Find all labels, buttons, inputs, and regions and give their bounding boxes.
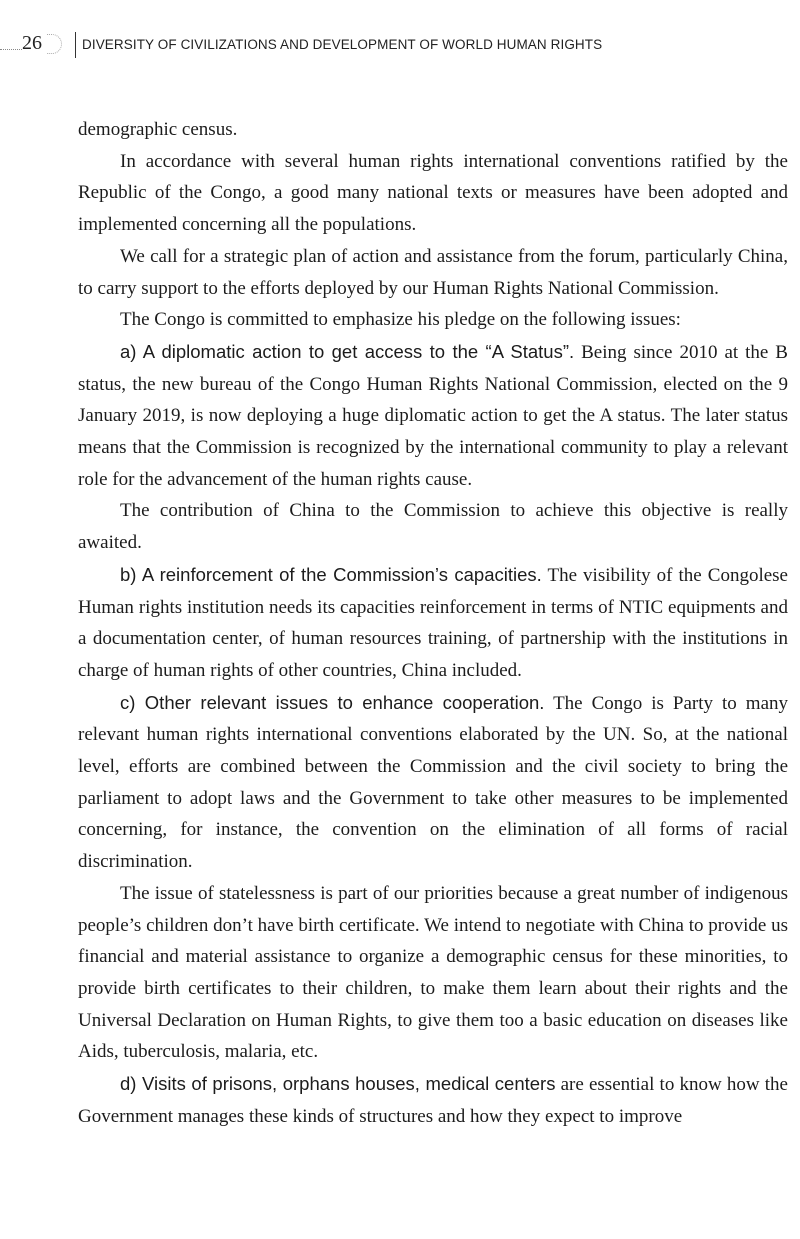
paragraph-issue-c bbox=[78, 687, 788, 878]
paragraph-statelessness: The issue of statelessness is part of our priorities because a great number of indigenous people’s children don’t have birth certificate. We intend to negotiate with China to provide us financial and material assistance to organize a demographic census for these minorities, to provide birth certificates to their children, to make them learn about their rights and the Universal Declaration on Human Rights, to give them too a basic education on diseases like Aids, tuberculosis, malaria, etc. bbox=[78, 882, 788, 1063]
issue-b-heading: b) A reinforcement of the Commission’s capacities. bbox=[120, 563, 542, 585]
paragraph-issue-b bbox=[78, 559, 788, 687]
paragraph-issue-d bbox=[78, 1068, 788, 1132]
paragraph-continuation: demographic census. bbox=[78, 119, 238, 140]
issue-b-text: The visibility of the Congolese Human rights institution needs its capacities reinforcement in terms of NTIC equipments and a documentation center, of human resources training, of partnership with the institutions in charge of human rights of other countries, China included. bbox=[78, 564, 788, 681]
page-header bbox=[0, 30, 800, 60]
issue-d-text: are essential to know how the Government manages these kinds of structures and how they expect to improve bbox=[78, 1074, 788, 1127]
paragraph-issue-a bbox=[78, 336, 788, 496]
issue-c-heading: c) Other relevant issues to enhance cooperation. bbox=[120, 691, 545, 713]
paragraph-china-contribution: The contribution of China to the Commission to achieve this objective is really awaited. bbox=[78, 500, 788, 554]
leader-dots bbox=[0, 49, 22, 50]
header-divider bbox=[75, 32, 76, 58]
page-number-ornament bbox=[47, 34, 62, 54]
issue-d-heading: d) Visits of prisons, orphans houses, medical centers bbox=[120, 1073, 556, 1095]
issue-c-text: The Congo is Party to many relevant human rights international conventions elaborated by the UN. So, at the national level, efforts are combined between the Commission and the civil society to bring the parliament to adopt laws and the Government to take other measures to be implemented concerning, for instance, the convention on the elimination of all forms of racial discrimination. bbox=[78, 692, 788, 873]
running-title: DIVERSITY OF CIVILIZATIONS AND DEVELOPMENT OF WORLD HUMAN RIGHTS bbox=[82, 37, 603, 52]
paragraph-conventions: In accordance with several human rights international conventions ratified by the Republic of the Congo, a good many national texts or measures have been adopted and implemented concerning all the populations. bbox=[78, 150, 788, 236]
page-number: 26 bbox=[22, 32, 42, 54]
paragraph-pledge-intro: The Congo is committed to emphasize his pledge on the following issues: bbox=[120, 309, 681, 331]
body-text bbox=[78, 114, 788, 1133]
issue-a-text: Being since 2010 at the B status, the new bureau of the Congo Human Rights National Commission, elected on the 9 January 2019, is now deploying a huge diplomatic action to get the A status. The later status means that the Commission is recognized by the international community to play a relevant role for the advancement of the human rights cause. bbox=[78, 341, 788, 490]
paragraph-call-for-plan: We call for a strategic plan of action and assistance from the forum, particularly China, to carry support to the efforts deployed by our Human Rights National Commission. bbox=[78, 245, 788, 299]
issue-a-heading: a) A diplomatic action to get access to the “A Status”. bbox=[120, 340, 575, 362]
